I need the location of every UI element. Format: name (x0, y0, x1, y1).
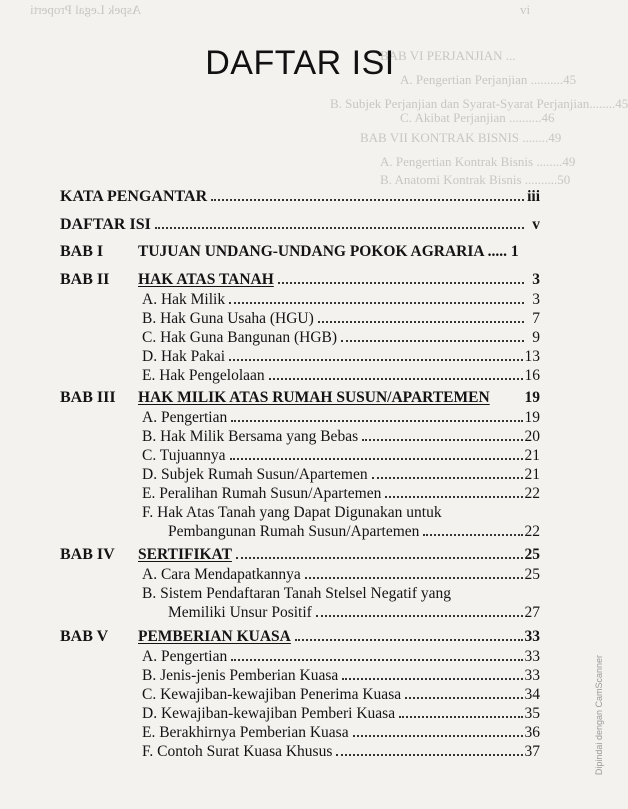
dot-leader (211, 199, 524, 201)
dot-leader (336, 754, 522, 756)
toc-front-page: iii (527, 188, 540, 205)
ghost-line: C. Akibat Perjanjian ..........46 (400, 110, 555, 125)
chapter-number: BAB III (60, 389, 116, 406)
toc-chapter-3[interactable] (60, 389, 540, 407)
toc-entry[interactable] (142, 428, 540, 446)
entry-page: 34 (524, 686, 540, 703)
entry-label: C. Kewajiban-kewajiban Penerima Kuasa (142, 686, 402, 703)
toc-front-page: v (532, 216, 540, 233)
entry-label: A. Pengertian (142, 409, 228, 426)
entry-label: E. Hak Pengelolaan (142, 367, 265, 384)
entry-page: 9 (532, 329, 540, 346)
toc-entry[interactable] (142, 566, 540, 584)
toc-chapter-1[interactable] (60, 243, 540, 261)
chapter-number: BAB V (60, 628, 109, 645)
ghost-pagemark: vi (520, 2, 531, 17)
toc-entry[interactable] (142, 686, 540, 704)
chapter-title: HAK MILIK ATAS RUMAH SUSUN/APARTEMEN (138, 389, 490, 406)
entry-label: E. Peralihan Rumah Susun/Apartemen (142, 485, 382, 502)
toc-entry[interactable] (142, 667, 540, 685)
toc-entry[interactable] (142, 367, 540, 385)
toc-chapter-4[interactable] (60, 546, 540, 564)
dot-leader (295, 639, 523, 641)
entry-label: C. Tujuannya (142, 447, 226, 464)
entry-label: B. Jenis-jenis Pemberian Kuasa (142, 667, 339, 684)
toc-entry[interactable] (142, 447, 540, 465)
entry-label: F. Contoh Surat Kuasa Khusus (142, 743, 333, 760)
dot-leader (405, 697, 522, 699)
dot-leader (278, 282, 524, 284)
entry-page: 22 (524, 523, 540, 540)
entry-label: D. Hak Pakai (142, 348, 226, 365)
entry-page: 33 (524, 648, 540, 665)
toc-front-label: DAFTAR ISI (60, 216, 151, 233)
entry-page: 3 (532, 291, 540, 308)
dot-leader (385, 496, 522, 498)
entry-page: 7 (532, 310, 540, 327)
chapter-number: BAB II (60, 271, 110, 288)
toc-entry[interactable] (142, 724, 540, 742)
page-title: DAFTAR ISI (205, 44, 395, 82)
toc-entry[interactable] (142, 291, 540, 309)
ghost-line: BAB VI PERJANJIAN ... (380, 48, 516, 63)
chapter-page: 33 (524, 628, 540, 645)
entry-label: A. Pengertian (142, 648, 228, 665)
toc-front-daftar-isi[interactable] (60, 216, 540, 234)
toc-entry[interactable] (142, 310, 540, 328)
entry-label: F. Hak Atas Tanah yang Dapat Digunakan untuk (142, 504, 442, 521)
chapter-page: 25 (524, 546, 540, 563)
toc-entry[interactable] (142, 466, 540, 484)
ghost-header: Aspek Legal Properti (30, 2, 142, 17)
toc-front-kata-pengantar[interactable] (60, 188, 540, 206)
toc-entry[interactable] (142, 743, 540, 761)
dot-leader (341, 340, 524, 342)
toc-chapter-5[interactable] (60, 628, 540, 646)
ghost-line: A. Pengertian Kontrak Bisnis ........49 (380, 154, 576, 169)
dot-leader (362, 439, 522, 441)
entry-page: 35 (524, 705, 540, 722)
chapter-number: BAB I (60, 243, 104, 260)
entry-page: 16 (524, 367, 540, 384)
entry-page: 33 (524, 667, 540, 684)
entry-label: B. Sistem Pendaftaran Tanah Stelsel Negatif yang (142, 585, 451, 602)
chapter-title: TUJUAN UNDANG-UNDANG POKOK AGRARIA ..... 1 (138, 243, 519, 260)
entry-label: Pembangunan Rumah Susun/Apartemen (168, 523, 420, 540)
dot-leader (231, 659, 522, 661)
dot-leader (231, 420, 522, 422)
toc-chapter-2[interactable] (60, 271, 540, 289)
dot-leader (353, 735, 523, 737)
entry-page: 13 (524, 348, 540, 365)
entry-page: 19 (524, 409, 540, 426)
entry-page: 21 (524, 447, 540, 464)
toc-entry[interactable] (142, 329, 540, 347)
entry-label: D. Kewajiban-kewajiban Pemberi Kuasa (142, 705, 396, 722)
toc-entry-continuation[interactable] (168, 604, 540, 622)
entry-page: 25 (524, 566, 540, 583)
entry-page: 22 (524, 485, 540, 502)
dot-leader (318, 321, 524, 323)
dot-leader (305, 577, 523, 579)
entry-page: 27 (524, 604, 540, 621)
dot-leader (229, 302, 524, 304)
toc-entry-continuation[interactable] (168, 523, 540, 541)
dot-leader (316, 615, 523, 617)
entry-page: 21 (524, 466, 540, 483)
entry-label: B. Hak Milik Bersama yang Bebas (142, 428, 359, 445)
toc-entry[interactable] (142, 585, 540, 603)
toc-entry[interactable] (142, 409, 540, 427)
entry-label: D. Subjek Rumah Susun/Apartemen (142, 466, 368, 483)
entry-label: A. Cara Mendapatkannya (142, 566, 301, 583)
dot-leader (229, 359, 522, 361)
entry-label: B. Hak Guna Usaha (HGU) (142, 310, 314, 327)
dot-leader (269, 378, 523, 380)
toc-entry[interactable] (142, 348, 540, 366)
scanner-watermark: Dipindai dengan CamScanner (594, 655, 604, 776)
entry-page: 20 (524, 428, 540, 445)
ghost-line: BAB VII KONTRAK BISNIS ........49 (360, 130, 562, 145)
entry-label: Memiliki Unsur Positif (168, 604, 312, 621)
chapter-title: PEMBERIAN KUASA (138, 628, 291, 645)
toc-entry[interactable] (142, 504, 540, 522)
dot-leader (236, 557, 523, 559)
ghost-line: B. Anatomi Kontrak Bisnis ..........50 (380, 172, 571, 187)
entry-label: A. Hak Milik (142, 291, 226, 308)
toc-entry[interactable] (142, 485, 540, 503)
dot-leader (423, 534, 522, 536)
dot-leader (399, 716, 522, 718)
toc-entry[interactable] (142, 705, 540, 723)
chapter-page: 19 (524, 389, 540, 406)
ghost-line: B. Subjek Perjanjian dan Syarat-Syarat Perjanjian........45 (330, 96, 628, 111)
chapter-page: 3 (532, 271, 540, 288)
toc-entry[interactable] (142, 648, 540, 666)
chapter-title: SERTIFIKAT (138, 546, 232, 563)
dot-leader (372, 477, 523, 479)
toc-front-label: KATA PENGANTAR (60, 188, 208, 205)
entry-page: 36 (524, 724, 540, 741)
entry-label: C. Hak Guna Bangunan (HGB) (142, 329, 338, 346)
dot-leader (342, 678, 522, 680)
dot-leader (155, 227, 524, 229)
chapter-number: BAB IV (60, 546, 115, 563)
entry-label: E. Berakhirnya Pemberian Kuasa (142, 724, 349, 741)
dot-leader (230, 458, 523, 460)
chapter-title: HAK ATAS TANAH (138, 271, 274, 288)
ghost-line: A. Pengertian Perjanjian ..........45 (400, 72, 577, 87)
entry-page: 37 (524, 743, 540, 760)
